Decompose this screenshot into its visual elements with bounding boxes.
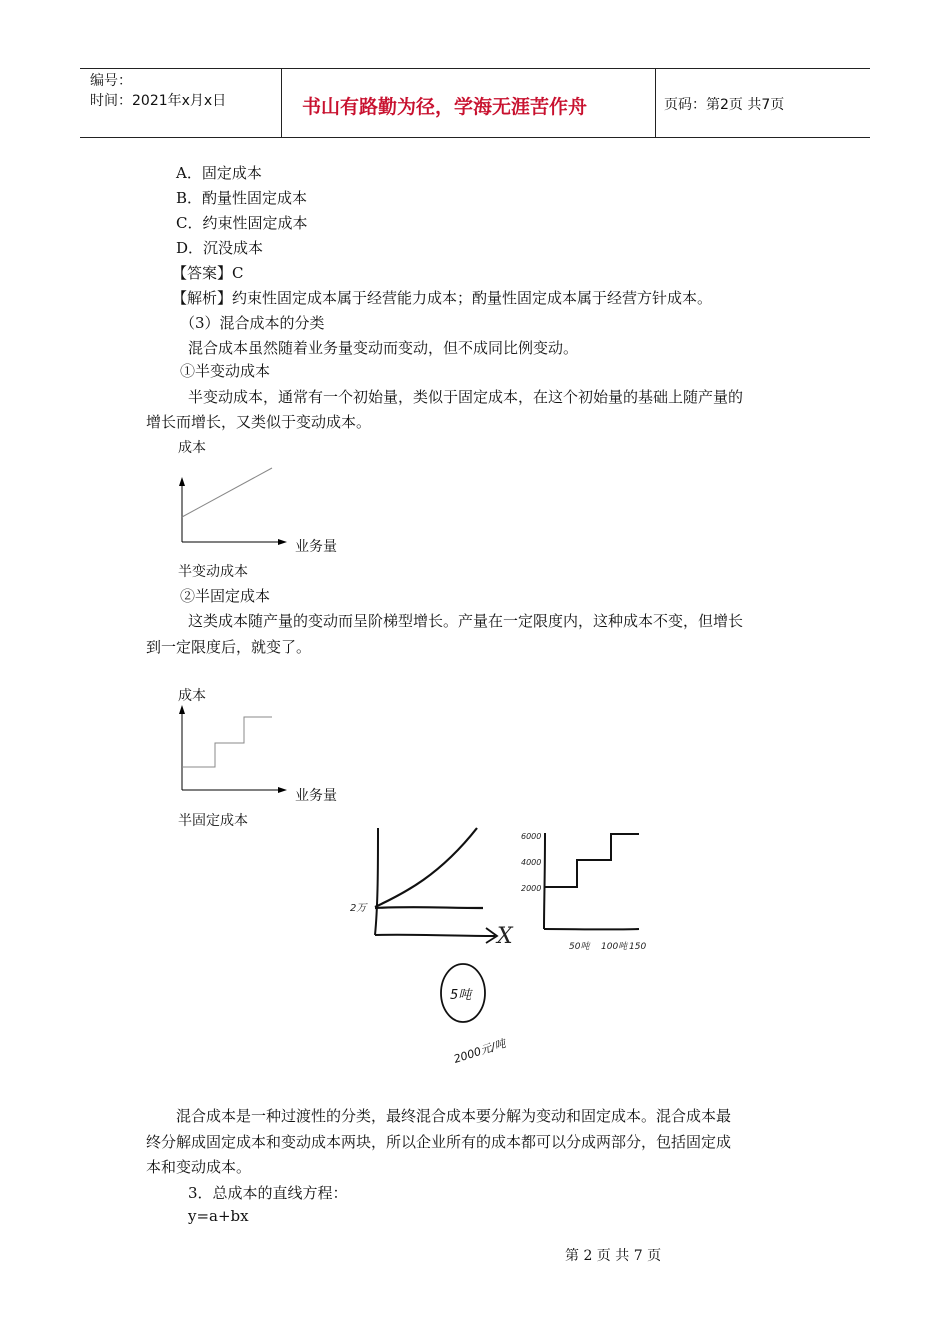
chart1-diagram bbox=[170, 455, 290, 555]
chart1-cost-line bbox=[182, 468, 272, 517]
header-number: 编号： bbox=[90, 73, 132, 89]
section3-intro: 混合成本虽然随着业务量变动而变动，但不成同比例变动。 bbox=[188, 339, 579, 357]
chart1-caption: 半变动成本 bbox=[178, 564, 248, 580]
hw-right-y-tick-4000: 4000 bbox=[521, 858, 542, 867]
item1-text-line2: 增长而增长，又类似于变动成本。 bbox=[146, 413, 372, 431]
hw-right-y-axis bbox=[544, 833, 545, 929]
item1-text-line1: 半变动成本，通常有一个初始量，类似于固定成本，在这个初始量的基础上随产量的 bbox=[188, 388, 744, 406]
formula: y=a+bx bbox=[188, 1207, 249, 1225]
chart1-ylabel: 成本 bbox=[178, 440, 206, 456]
handwritten-notes bbox=[430, 955, 550, 1085]
hw-left-total-cost-line bbox=[375, 828, 477, 907]
hw-right-x-tick-150: 150 bbox=[629, 942, 647, 952]
para1-line2: 终分解成固定成本和变动成本两块，所以企业所有的成本都可以分成两部分，包括固定成 bbox=[146, 1133, 732, 1151]
chart1-x-arrow bbox=[278, 539, 287, 545]
chart2-xlabel: 业务量 bbox=[295, 788, 337, 804]
chart2-step-line bbox=[182, 717, 272, 767]
answer: 【答案】C bbox=[172, 264, 244, 282]
header-motto: 书山有路勤为径，学海无涯苦作舟 bbox=[302, 96, 588, 118]
footer-page-number: 第 2 页 共 7 页 bbox=[565, 1248, 662, 1264]
hw-left-x-label: X bbox=[497, 924, 513, 949]
header-page-info: 页码：第2页 共7页 bbox=[664, 97, 785, 113]
hw-circled-text: 5吨 bbox=[450, 988, 472, 1003]
option-c: C．约束性固定成本 bbox=[176, 214, 308, 232]
item2-text-line2: 到一定限度后，就变了。 bbox=[146, 638, 312, 656]
chart1-y-arrow bbox=[179, 477, 185, 486]
item1-title: ①半变动成本 bbox=[180, 362, 271, 380]
hw-right-y-tick-6000: 6000 bbox=[521, 832, 542, 841]
hw-fraction: 2000元/吨 bbox=[452, 1036, 508, 1066]
hw-right-y-tick-2000: 2000 bbox=[521, 884, 542, 893]
para1-line1: 混合成本是一种过渡性的分类，最终混合成本要分解为变动和固定成本。混合成本最 bbox=[176, 1107, 732, 1125]
chart2-caption: 半固定成本 bbox=[178, 813, 248, 829]
hw-right-x-tick-100: 100吨 bbox=[601, 942, 628, 952]
hw-right-step-line bbox=[545, 834, 639, 887]
header-time: 时间：2021年x月x日 bbox=[90, 93, 227, 109]
item2-title: ②半固定成本 bbox=[180, 587, 271, 605]
hw-left-x-axis bbox=[375, 935, 495, 936]
chart2-ylabel: 成本 bbox=[178, 688, 206, 704]
chart2-x-arrow bbox=[278, 787, 287, 793]
option-a: A．固定成本 bbox=[176, 164, 262, 182]
chart1-xlabel: 业务量 bbox=[295, 539, 337, 555]
handwritten-graph-right bbox=[515, 825, 655, 955]
header-divider-right bbox=[655, 69, 656, 137]
analysis: 【解析】约束性固定成本属于经营能力成本；酌量性固定成本属于经营方针成本。 bbox=[172, 289, 713, 307]
handwritten-graph-left bbox=[345, 825, 525, 950]
hw-left-y-label: 2万 bbox=[350, 903, 367, 914]
section-total-title: 3．总成本的直线方程： bbox=[188, 1184, 348, 1202]
header-divider-left bbox=[281, 69, 282, 137]
chart2-diagram bbox=[170, 703, 290, 803]
option-d: D．沉没成本 bbox=[176, 239, 264, 257]
para1-line3: 本和变动成本。 bbox=[146, 1158, 252, 1176]
item2-text-line1: 这类成本随产量的变动而呈阶梯型增长。产量在一定限度内，这种成本不变，但增长 bbox=[188, 612, 744, 630]
option-b: B．酌量性固定成本 bbox=[176, 189, 308, 207]
section3-title: （3）混合成本的分类 bbox=[180, 314, 325, 332]
hw-right-x-tick-50: 50吨 bbox=[569, 942, 590, 952]
chart2-y-arrow bbox=[179, 705, 185, 714]
hw-left-fixed-cost-line bbox=[375, 907, 483, 908]
hw-left-y-axis bbox=[375, 828, 378, 935]
